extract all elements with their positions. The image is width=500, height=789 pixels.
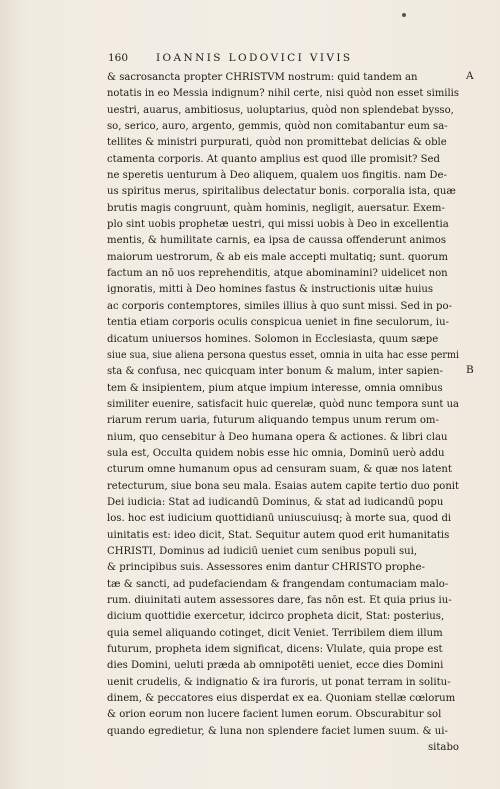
text-line: Dei iudicia: Stat ad iudicandū Dominus, & stat ad iudicandū popu	[107, 496, 444, 508]
text-line: quando egredietur, & luna non splendere faciet lumen suum. & ui-	[107, 725, 448, 737]
text-line: cturum omne humanum opus ad censuram suam, & quæ nos latent	[107, 464, 452, 476]
text-line: los. hoc est iudicium quottidianū uniuscuiusq; à morte sua, quod di	[107, 513, 452, 525]
text-line: tellites & ministri purpurati, quòd non promittebat delicias & oble	[107, 137, 447, 149]
text-line: dies Domini, ueluti præda ab omnipotēti ueniet, ecce dies Domini	[107, 660, 444, 672]
margin-letter: A	[466, 70, 474, 82]
page-header	[108, 52, 458, 64]
running-title: IOANNIS LODOVICI VIVIS	[156, 52, 353, 64]
text-line: tæ & sancti, ad pudefaciendam & frangendam contumaciam malo-	[107, 578, 449, 590]
text-line: nium, quo censebitur à Deo humana opera & actiones. & libri clau	[107, 431, 448, 443]
page-number: 160	[108, 52, 129, 64]
text-line: uinitatis est: ideo dicit, Stat. Sequitur autem quod erit humanitatis	[107, 529, 450, 541]
margin-letter: B	[466, 364, 474, 377]
text-line: & orion eorum non lucere facient lumen eorum. Obscurabitur sol	[107, 709, 442, 721]
text-line: sitabo	[427, 742, 459, 754]
text-line: dicium quottidie exercetur, idcirco propheta dicit, Stat: posterius,	[107, 611, 445, 623]
text-line: maiorum uestrorum, & ab eis male accepti multatiq; sunt. quorum	[107, 251, 448, 263]
text-line: & principibus suis. Assessores enim dantur CHRISTO prophe-	[107, 562, 425, 574]
text-line: rum. diuinitati autem assessores dare, fas nōn est. Et quia prius iu-	[107, 595, 452, 606]
text-line: ignoratis, mitti à Deo homines fastus & instructionis uitæ huius	[107, 284, 434, 296]
text-line: notatis in eo Messia indignum? nihil certe, nisi quòd non esset similis	[107, 88, 459, 100]
text-line: us spiritus merus, spiritalibus delectatur bonis. corporalia ista, quæ	[107, 186, 456, 198]
text-line: riarum rerum uaria, futurum aliquando tempus unum rerum om-	[107, 415, 439, 427]
text-line: dinem, & peccatores eius disperdat ex ea. Quoniam stellæ cœlorum	[107, 693, 456, 705]
text-line: ne speretis uenturum à Deo aliquem, qualem uos fingitis. nam De-	[107, 170, 447, 182]
text-line: tentia etiam corporis oculis conspicua ueniet in fine seculorum, iu-	[107, 317, 450, 329]
text-line: tem & insipientem, pium atque impium interesse, omnia omnibus	[107, 382, 443, 394]
text-line: brutis magis congruunt, quàm hominis, negligit, auersatur. Exem-	[107, 202, 445, 214]
ink-speck	[402, 13, 406, 17]
text-line: sta & confusa, nec quicquam inter bonum & malum, inter sapien-	[107, 366, 443, 378]
text-line: factum an nō uos reprehenditis, atque abominamini? uidelicet non	[107, 268, 448, 280]
text-line: plo sint uobis prophetæ uestri, qui missi uobis à Deo in excellentia	[107, 219, 449, 231]
text-line: similiter euenire, satisfacit huic querelæ, quòd nunc tempora sunt ua	[107, 398, 459, 410]
text-line: so, serico, auro, argento, gemmis, quòd non comitabantur eum sa-	[107, 121, 448, 133]
text-line: uenit crudelis, & indignatio & ira furoris, ut ponat terram in solitu-	[107, 676, 451, 688]
text-line: CHRISTI, Dominus ad iudiciū ueniet cum senibus populi sui,	[107, 545, 418, 557]
text-line: futurum, propheta idem significat, dicens: Vlulate, quia prope est	[107, 644, 443, 656]
text-line: uestri, auarus, ambitiosus, uoluptarius, quòd non splendebat bysso,	[107, 104, 454, 116]
text-line: dicatum uniuersos homines. Solomon in Ecclesiasta, quum sæpe	[107, 333, 439, 345]
text-line: quia semel aliquando cotinget, dicit Veniet. Terribilem diem illum	[107, 627, 443, 639]
text-line: ctamenta corporis. At quanto amplius est quod ille promisit? Sed	[107, 153, 440, 165]
text-line: & sacrosancta propter CHRISTVM nostrum: quid tandem an	[107, 72, 418, 83]
body-text	[107, 70, 459, 756]
text-line: ac corporis contemptores, similes illius à quo sunt missi. Sed in po-	[107, 300, 453, 312]
text-line: sula est, Occulta quidem nobis esse hic omnia, Dominū uerò addu	[107, 447, 445, 459]
text-line: mentis, & humilitate carnis, ea ipsa de caussa offenderunt animos	[107, 235, 447, 247]
text-line: retecturum, siue bona seu mala. Esaias autem capite tertio duo ponit	[107, 480, 459, 492]
text-line: siue sua, siue aliena persona questus esset, omnia in uita hac esse permi	[107, 349, 459, 361]
